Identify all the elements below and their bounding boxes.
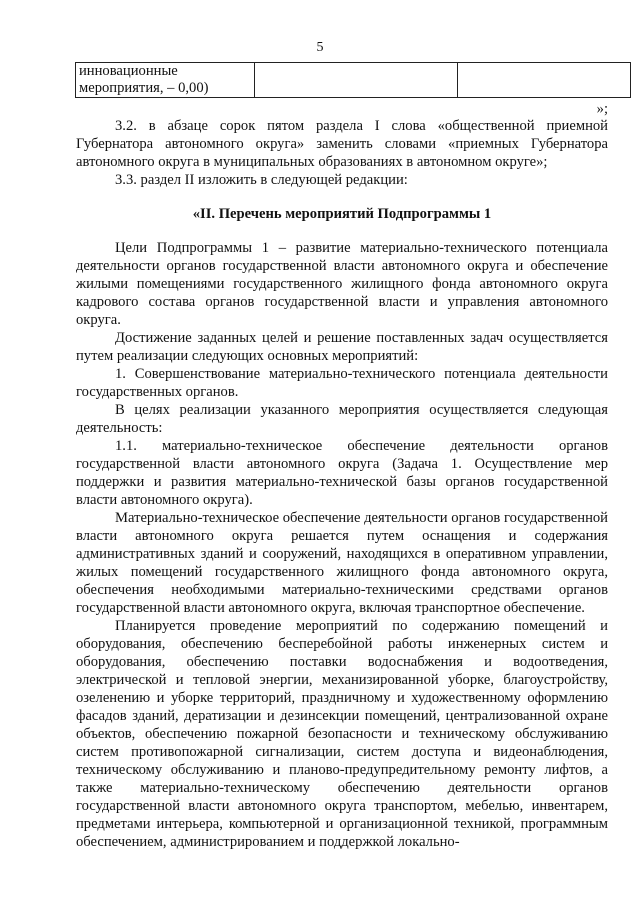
paragraph: Планируется проведение мероприятий по содержанию помещений и оборудования, обеспечению бесперебойной работы инженерных систем и оборудования, обеспечению поставки водоснабжения и водоотведения, электрической и тепловой энергии, механизированной уборке, благоустройству, озеленению и уборке территорий, праздничному и художественному оформлению фасадов зданий, дератизации и дезинсекции помещений, централизованной охране объектов, обеспечению пожарной безопасности и техническому обслуживанию систем противопожарной сигнализации, систем доступа и видеонаблюдения, техническому обслуживанию и планово-предупредительному ремонту лифтов, а также материально-техническому обеспечению деятельности органов государственной власти автономного округа транспортом, мебелью, инвентарем, предметами интерьера, компьютерной и организационной техникой, программным обеспечением, администрированием и поддержкой локально- — [76, 618, 608, 850]
paragraph: 3.3. раздел II изложить в следующей редакции: — [115, 172, 408, 188]
table-row — [76, 63, 631, 98]
paragraph: Цели Подпрограммы 1 – развитие материально-технического потенциала деятельности органов государственной власти автономного округа и обеспечение жилыми помещениями государственного жилищного фонда автономного округа кадрового состава органов государственной власти и управления автономного округа. — [76, 240, 608, 328]
paragraph: Материально-техническое обеспечение деятельности органов государственной власти автономного округа решается путем оснащения и содержания административных зданий и сооружений, находящихся в оперативном управлении, жилых помещений государственного жилищного фонда автономного округа, обеспечения необходимыми материально-техническими средствами органов государственной власти автономного округа, включая транспортное обеспечение. — [76, 510, 608, 616]
table-cell: инновационные мероприятия, – 0,00) — [76, 63, 255, 98]
paragraph: 3.2. в абзаце сорок пятом раздела I слова «общественной приемной Губернатора автономного округа» заменить словами «приемных Губернатора автономного округа в муниципальных образованиях в автономном округе»; — [76, 118, 608, 170]
continuation-table — [75, 62, 631, 98]
paragraph: В целях реализации указанного мероприятия осуществляется следующая деятельность: — [76, 402, 608, 436]
table-cell — [458, 63, 631, 98]
table-cell — [255, 63, 458, 98]
document-body — [76, 117, 608, 851]
closing-quote-mark: »; — [596, 101, 608, 117]
section-heading: «II. Перечень мероприятий Подпрограммы 1 — [192, 206, 492, 222]
page-number: 5 — [316, 40, 324, 55]
paragraph: 1.1. материально-техническое обеспечение деятельности органов государственной власти автономного округа (Задача 1. Осуществление мер поддержки и развития материально-технической базы органов государственной власти автономного округа). — [76, 438, 608, 508]
paragraph: 1. Совершенствование материально-технического потенциала деятельности государственных органов. — [76, 366, 608, 400]
paragraph: Достижение заданных целей и решение поставленных задач осуществляется путем реализации следующих основных мероприятий: — [76, 330, 608, 364]
